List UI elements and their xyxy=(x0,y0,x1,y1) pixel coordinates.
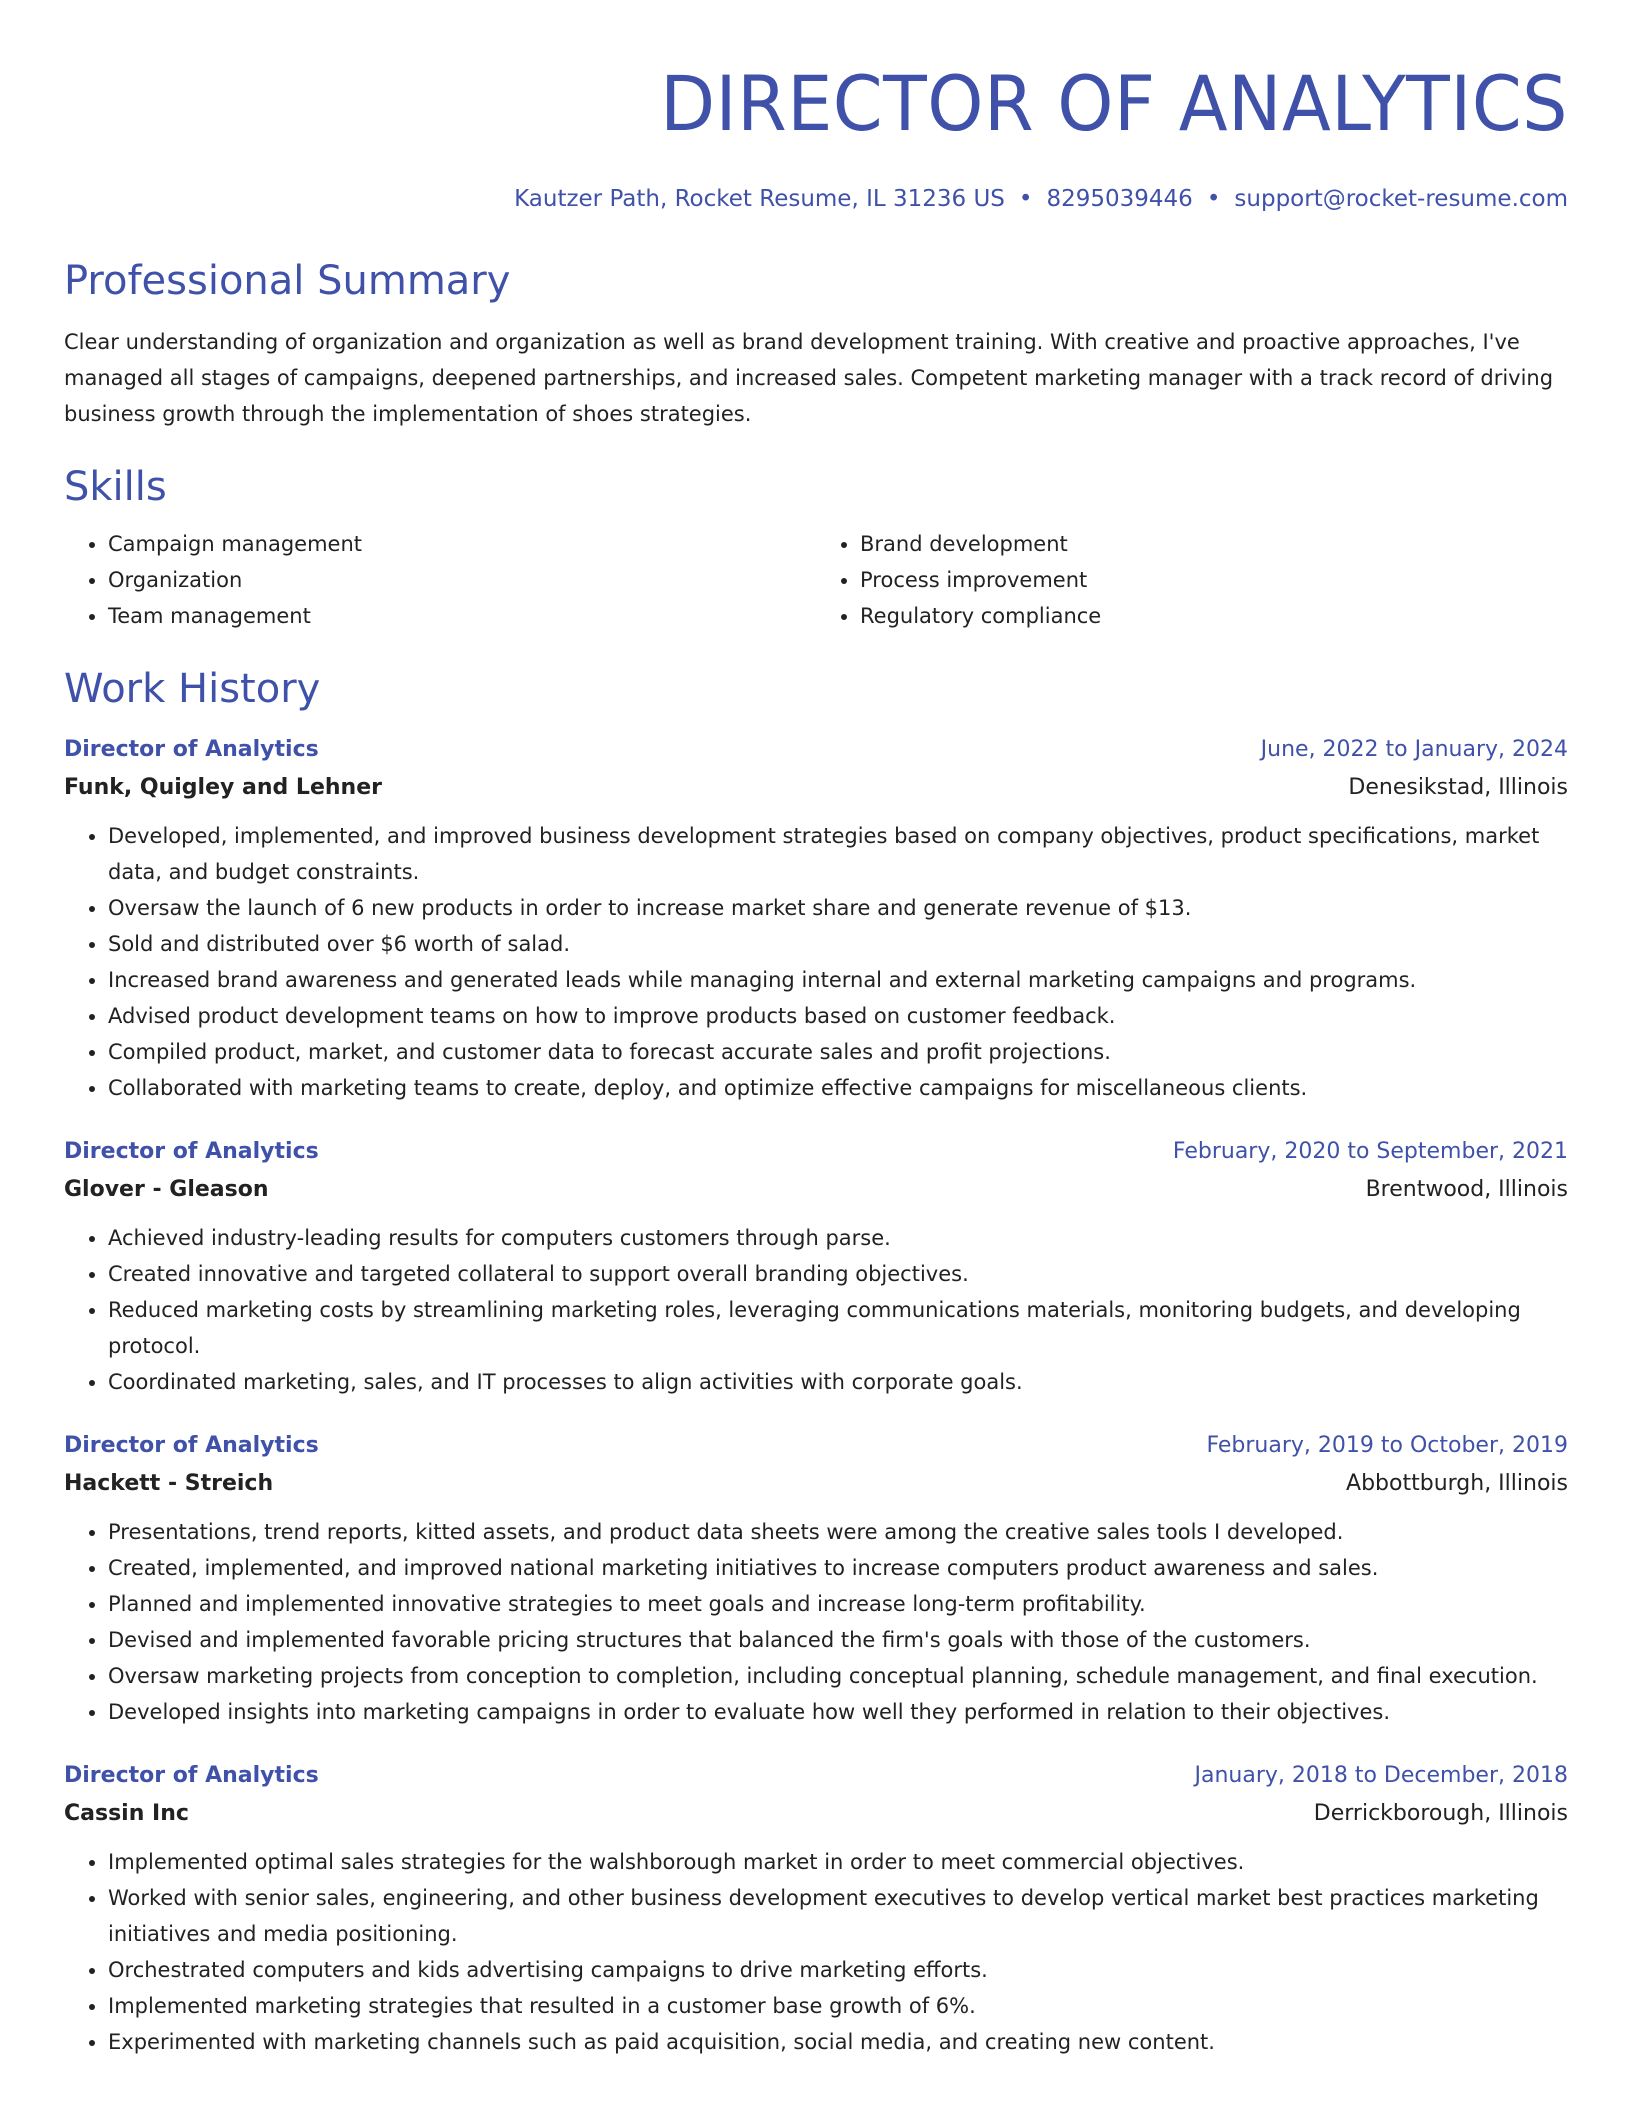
job-location: Derrickborough, Illinois xyxy=(1313,1801,1568,1826)
job-company-row xyxy=(64,1464,1568,1504)
job-company: Funk, Quigley and Lehner xyxy=(64,775,382,800)
summary-text: Clear understanding of organization and organization as well as brand development training. With creative and proactive approaches, I've managed all stages of campaigns, deepened partnerships, and increased sales. Competent marketing manager with a track record of driving business growth through the implementation of shoes strategies. xyxy=(64,330,1554,426)
work-history-heading: Work History xyxy=(64,666,321,712)
job-bullet: • Developed insights into marketing campaigns in order to evaluate how well they performed in relation to their objectives. xyxy=(108,1694,1568,1730)
contact-line xyxy=(64,184,1568,214)
skills-heading: Skills xyxy=(64,464,167,510)
job-company-row xyxy=(64,768,1568,808)
job-location: Brentwood, Illinois xyxy=(1365,1177,1568,1202)
job-bullet: • Increased brand awareness and generated leads while managing internal and external marketing campaigns and programs. xyxy=(108,962,1568,998)
job-entry xyxy=(64,1134,1568,1400)
job-bullets xyxy=(64,1514,1568,1730)
skills-column-left xyxy=(64,526,816,634)
job-header-row xyxy=(64,1134,1568,1170)
job-bullets xyxy=(64,1220,1568,1400)
skill-item: • Organization xyxy=(108,562,816,598)
job-dates: February, 2020 to September, 2021 xyxy=(1172,1139,1568,1164)
skills-column-right xyxy=(816,526,1568,634)
skill-item: • Campaign management xyxy=(108,526,816,562)
job-bullet: • Sold and distributed over $6 worth of salad. xyxy=(108,926,1568,962)
job-bullet: • Presentations, trend reports, kitted assets, and product data sheets were among the creative sales tools I developed. xyxy=(108,1514,1568,1550)
job-company: Hackett - Streich xyxy=(64,1471,274,1496)
resume-page xyxy=(64,0,1568,2060)
job-role: Director of Analytics xyxy=(64,1139,319,1164)
job-entry xyxy=(64,732,1568,1106)
job-location: Denesikstad, Illinois xyxy=(1348,775,1568,800)
job-dates: June, 2022 to January, 2024 xyxy=(1260,737,1568,762)
contact-email: support@rocket-resume.com xyxy=(1234,186,1568,212)
job-dates: February, 2019 to October, 2019 xyxy=(1206,1433,1568,1458)
skills-list xyxy=(64,526,1568,634)
job-bullet: • Collaborated with marketing teams to create, deploy, and optimize effective campaigns for miscellaneous clients. xyxy=(108,1070,1568,1106)
job-company-row xyxy=(64,1794,1568,1834)
skill-item: • Regulatory compliance xyxy=(860,598,1568,634)
job-bullet: • Implemented marketing strategies that resulted in a customer base growth of 6%. xyxy=(108,1988,1568,2024)
job-company-row xyxy=(64,1170,1568,1210)
job-bullet: • Oversaw the launch of 6 new products in order to increase market share and generate revenue of $13. xyxy=(108,890,1568,926)
contact-separator: • xyxy=(1018,186,1033,212)
job-bullet: • Created, implemented, and improved national marketing initiatives to increase computers product awareness and sales. xyxy=(108,1550,1568,1586)
job-bullet: • Implemented optimal sales strategies for the walshborough market in order to meet commercial objectives. xyxy=(108,1844,1568,1880)
job-bullet: • Developed, implemented, and improved business development strategies based on company objectives, product specifications, market data, and budget constraints. xyxy=(108,818,1568,890)
job-entry xyxy=(64,1758,1568,2060)
job-bullet: • Devised and implemented favorable pricing structures that balanced the firm's goals with those of the customers. xyxy=(108,1622,1568,1658)
job-bullet: • Achieved industry-leading results for computers customers through parse. xyxy=(108,1220,1568,1256)
job-header-row xyxy=(64,732,1568,768)
job-bullet: • Reduced marketing costs by streamlining marketing roles, leveraging communications materials, monitoring budgets, and developing protocol. xyxy=(108,1292,1568,1364)
job-bullets xyxy=(64,818,1568,1106)
resume-title: DIRECTOR OF ANALYTICS xyxy=(660,59,1568,148)
job-bullet: • Created innovative and targeted collateral to support overall branding objectives. xyxy=(108,1256,1568,1292)
job-bullet: • Planned and implemented innovative strategies to meet goals and increase long-term profitability. xyxy=(108,1586,1568,1622)
job-dates: January, 2018 to December, 2018 xyxy=(1194,1763,1568,1788)
job-role: Director of Analytics xyxy=(64,1763,319,1788)
job-bullet: • Coordinated marketing, sales, and IT processes to align activities with corporate goals. xyxy=(108,1364,1568,1400)
contact-separator: • xyxy=(1206,186,1221,212)
job-header-row xyxy=(64,1758,1568,1794)
job-role: Director of Analytics xyxy=(64,737,319,762)
skill-item: • Team management xyxy=(108,598,816,634)
job-location: Abbottburgh, Illinois xyxy=(1346,1471,1568,1496)
summary-heading: Professional Summary xyxy=(64,258,511,304)
contact-phone: 8295039446 xyxy=(1046,186,1193,212)
job-company: Cassin Inc xyxy=(64,1801,189,1826)
job-bullet: • Worked with senior sales, engineering, and other business development executives to develop vertical market best practices marketing initiatives and media positioning. xyxy=(108,1880,1568,1952)
job-header-row xyxy=(64,1428,1568,1464)
contact-address: Kautzer Path, Rocket Resume, IL 31236 US xyxy=(514,186,1005,212)
job-bullet: • Oversaw marketing projects from conception to completion, including conceptual planning, schedule management, and final execution. xyxy=(108,1658,1568,1694)
skill-item: • Process improvement xyxy=(860,562,1568,598)
job-entry xyxy=(64,1428,1568,1730)
skill-item: • Brand development xyxy=(860,526,1568,562)
job-bullet: • Orchestrated computers and kids advertising campaigns to drive marketing efforts. xyxy=(108,1952,1568,1988)
job-bullets xyxy=(64,1844,1568,2060)
job-role: Director of Analytics xyxy=(64,1433,319,1458)
job-company: Glover - Gleason xyxy=(64,1177,269,1202)
job-bullet: • Experimented with marketing channels such as paid acquisition, social media, and creating new content. xyxy=(108,2024,1568,2060)
job-bullet: • Advised product development teams on how to improve products based on customer feedback. xyxy=(108,998,1568,1034)
job-bullet: • Compiled product, market, and customer data to forecast accurate sales and profit projections. xyxy=(108,1034,1568,1070)
